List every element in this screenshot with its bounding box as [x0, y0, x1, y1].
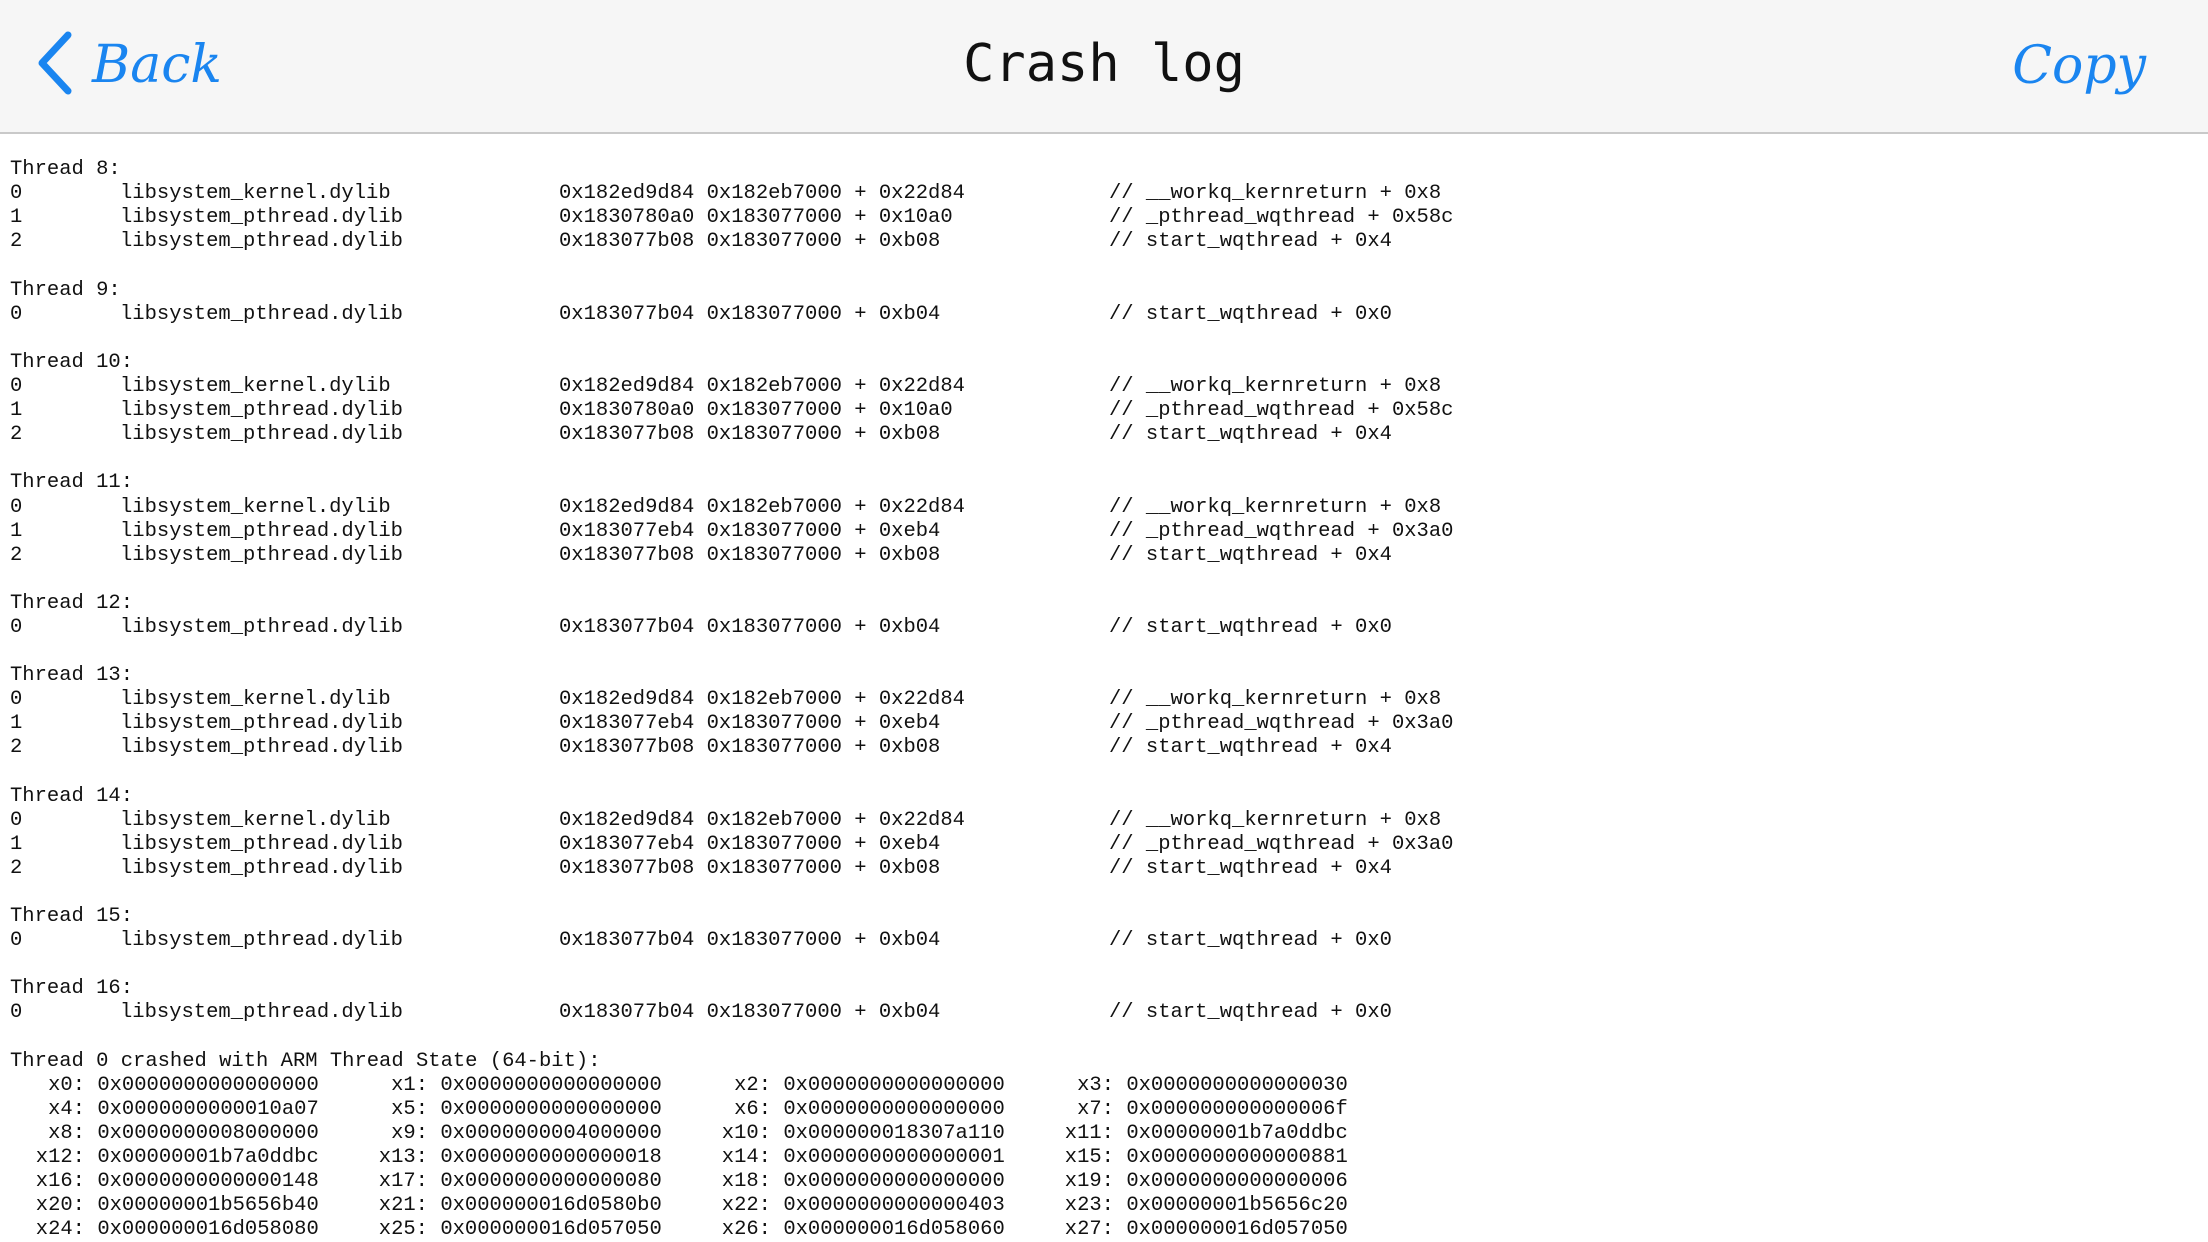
frame-library: libsystem_pthread.dylib [120, 615, 403, 639]
frame-library: libsystem_pthread.dylib [120, 206, 403, 230]
register-cell [706, 1146, 1049, 1170]
frame-symbol: // __workq_kernreturn + 0x8 [1109, 495, 1442, 519]
frame-index: 0 [10, 182, 23, 206]
register-name: x7: [1077, 1097, 1114, 1121]
frame-symbol: // start_wqthread + 0x4 [1109, 856, 1392, 880]
register-name: x8: [48, 1121, 85, 1145]
frame-symbol: // _pthread_wqthread + 0x3a0 [1109, 712, 1454, 736]
frame-symbol: // start_wqthread + 0x0 [1109, 302, 1392, 326]
frame-address: 0x183077b04 0x183077000 + 0xb04 [559, 929, 941, 953]
register-value: 0x0000000008000000 [97, 1121, 319, 1145]
register-cell [20, 1218, 363, 1242]
thread-header-text: Thread 16: [10, 977, 134, 1001]
crash-log-text [10, 110, 1453, 1242]
frame-library: libsystem_kernel.dylib [120, 182, 391, 206]
frame-index: 0 [10, 615, 23, 639]
frame-index: 1 [10, 712, 23, 736]
blank-line [10, 327, 1453, 351]
register-cell [706, 1170, 1049, 1194]
frame-library: libsystem_pthread.dylib [120, 1001, 403, 1025]
register-value: 0x0000000000000080 [440, 1170, 662, 1194]
register-cell [363, 1194, 706, 1218]
thread-header [10, 471, 1453, 495]
register-name: x0: [48, 1073, 85, 1097]
register-cell [706, 1218, 1049, 1242]
register-value: 0x0000000000000881 [1126, 1146, 1348, 1170]
register-cell [363, 1098, 706, 1122]
blank-line [10, 447, 1453, 471]
stack-frame-row [10, 809, 1453, 833]
thread-header [10, 1050, 1453, 1074]
frame-address: 0x183077b04 0x183077000 + 0xb04 [559, 1001, 941, 1025]
register-value: 0x000000016d057050 [1126, 1218, 1348, 1242]
register-name: x12: [35, 1146, 85, 1170]
register-name: x22: [721, 1194, 771, 1218]
stack-frame-row [10, 929, 1453, 953]
register-value: 0x0000000000000001 [783, 1146, 1005, 1170]
frame-address: 0x183077eb4 0x183077000 + 0xeb4 [559, 519, 941, 543]
frame-symbol: // __workq_kernreturn + 0x8 [1109, 688, 1442, 712]
register-name: x10: [721, 1121, 771, 1145]
stack-frame-row [10, 857, 1453, 881]
register-cell [1049, 1122, 1392, 1146]
frame-index: 0 [10, 929, 23, 953]
frame-address: 0x183077b08 0x183077000 + 0xb08 [559, 230, 941, 254]
register-cell [363, 1074, 706, 1098]
stack-frame-row [10, 423, 1453, 447]
frame-index: 0 [10, 1001, 23, 1025]
thread-header [10, 785, 1453, 809]
stack-frame-row [10, 375, 1453, 399]
thread-header-text: Thread 13: [10, 664, 134, 688]
frame-library: libsystem_kernel.dylib [120, 495, 391, 519]
frame-index: 0 [10, 688, 23, 712]
register-value: 0x0000000000000000 [783, 1073, 1005, 1097]
frame-symbol: // start_wqthread + 0x0 [1109, 929, 1392, 953]
register-value: 0x0000000000000000 [783, 1170, 1005, 1194]
register-name: x1: [391, 1073, 428, 1097]
register-value: 0x000000018307a110 [783, 1121, 1005, 1145]
register-row [10, 1194, 1453, 1218]
register-name: x15: [1064, 1146, 1114, 1170]
frame-index: 0 [10, 375, 23, 399]
register-value: 0x00000001b7a0ddbc [97, 1146, 319, 1170]
register-cell [706, 1098, 1049, 1122]
register-name: x16: [35, 1170, 85, 1194]
register-value: 0x00000001b5656c20 [1126, 1194, 1348, 1218]
stack-frame-row [10, 616, 1453, 640]
register-cell [20, 1194, 363, 1218]
stack-frame-row [10, 544, 1453, 568]
stack-frame-row [10, 496, 1453, 520]
frame-index: 0 [10, 495, 23, 519]
thread-header-text: Thread 15: [10, 905, 134, 929]
register-name: x4: [48, 1097, 85, 1121]
frame-index: 0 [10, 302, 23, 326]
stack-frame-row [10, 712, 1453, 736]
thread-header [10, 905, 1453, 929]
register-value: 0x0000000000000148 [97, 1170, 319, 1194]
register-value: 0x0000000000000006 [1126, 1170, 1348, 1194]
frame-address: 0x183077eb4 0x183077000 + 0xeb4 [559, 832, 941, 856]
frame-address: 0x183077eb4 0x183077000 + 0xeb4 [559, 712, 941, 736]
stack-frame-row [10, 182, 1453, 206]
register-name: x3: [1077, 1073, 1114, 1097]
register-name: x5: [391, 1097, 428, 1121]
register-name: x19: [1064, 1170, 1114, 1194]
frame-symbol: // start_wqthread + 0x4 [1109, 543, 1392, 567]
frame-address: 0x182ed9d84 0x182eb7000 + 0x22d84 [559, 375, 965, 399]
register-value: 0x0000000000010a07 [97, 1097, 319, 1121]
stack-frame-row [10, 688, 1453, 712]
frame-symbol: // start_wqthread + 0x4 [1109, 423, 1392, 447]
frame-index: 1 [10, 832, 23, 856]
thread-header-text: Thread 12: [10, 591, 134, 615]
blank-line [10, 568, 1453, 592]
frame-library: libsystem_pthread.dylib [120, 399, 403, 423]
register-cell [706, 1122, 1049, 1146]
navigation-bar [0, 0, 2208, 134]
register-cell [1049, 1218, 1392, 1242]
thread-header [10, 279, 1453, 303]
frame-symbol: // _pthread_wqthread + 0x3a0 [1109, 832, 1454, 856]
frame-address: 0x1830780a0 0x183077000 + 0x10a0 [559, 399, 953, 423]
register-value: 0x0000000000000000 [440, 1097, 662, 1121]
frame-library: libsystem_pthread.dylib [120, 423, 403, 447]
blank-line [10, 1026, 1453, 1050]
register-value: 0x0000000000000030 [1126, 1073, 1348, 1097]
blank-line [10, 953, 1453, 977]
frame-index: 2 [10, 856, 23, 880]
register-name: x20: [35, 1194, 85, 1218]
register-cell [20, 1074, 363, 1098]
frame-address: 0x183077b08 0x183077000 + 0xb08 [559, 543, 941, 567]
frame-library: libsystem_pthread.dylib [120, 230, 403, 254]
register-name: x11: [1064, 1121, 1114, 1145]
frame-symbol: // __workq_kernreturn + 0x8 [1109, 808, 1442, 832]
thread-header [10, 977, 1453, 1001]
frame-index: 1 [10, 206, 23, 230]
register-name: x26: [721, 1218, 771, 1242]
frame-index: 0 [10, 808, 23, 832]
register-value: 0x0000000000000018 [440, 1146, 662, 1170]
stack-frame-row [10, 399, 1453, 423]
stack-frame-row [10, 206, 1453, 230]
register-row [10, 1122, 1453, 1146]
frame-index: 2 [10, 423, 23, 447]
thread-header [10, 592, 1453, 616]
register-value: 0x000000016d058060 [783, 1218, 1005, 1242]
blank-line [10, 640, 1453, 664]
register-cell [363, 1170, 706, 1194]
thread-header-text: Thread 11: [10, 471, 134, 495]
register-cell [20, 1170, 363, 1194]
register-name: x14: [721, 1146, 771, 1170]
stack-frame-row [10, 230, 1453, 254]
register-row [10, 1218, 1453, 1242]
register-cell [20, 1122, 363, 1146]
register-row [10, 1098, 1453, 1122]
register-cell [706, 1194, 1049, 1218]
register-cell [363, 1146, 706, 1170]
frame-index: 2 [10, 736, 23, 760]
register-cell [1049, 1146, 1392, 1170]
frame-library: libsystem_pthread.dylib [120, 302, 403, 326]
thread-header-text: Thread 9: [10, 278, 121, 302]
frame-index: 2 [10, 230, 23, 254]
frame-address: 0x182ed9d84 0x182eb7000 + 0x22d84 [559, 808, 965, 832]
stack-frame-row [10, 833, 1453, 857]
frame-library: libsystem_pthread.dylib [120, 543, 403, 567]
frame-address: 0x1830780a0 0x183077000 + 0x10a0 [559, 206, 953, 230]
stack-frame-row [10, 1001, 1453, 1025]
frame-index: 1 [10, 399, 23, 423]
frame-symbol: // __workq_kernreturn + 0x8 [1109, 182, 1442, 206]
register-row [10, 1074, 1453, 1098]
blank-line [10, 761, 1453, 785]
register-value: 0x0000000000000000 [97, 1073, 319, 1097]
register-name: x17: [378, 1170, 428, 1194]
register-cell [363, 1122, 706, 1146]
stack-frame-row [10, 736, 1453, 760]
frame-address: 0x182ed9d84 0x182eb7000 + 0x22d84 [559, 688, 965, 712]
register-value: 0x00000001b5656b40 [97, 1194, 319, 1218]
frame-library: libsystem_kernel.dylib [120, 375, 391, 399]
frame-library: libsystem_kernel.dylib [120, 808, 391, 832]
frame-index: 2 [10, 543, 23, 567]
blank-line [10, 134, 1453, 158]
frame-library: libsystem_pthread.dylib [120, 519, 403, 543]
register-value: 0x000000016d057050 [440, 1218, 662, 1242]
register-value: 0x0000000004000000 [440, 1121, 662, 1145]
frame-library: libsystem_pthread.dylib [120, 832, 403, 856]
thread-header-text: Thread 0 crashed with ARM Thread State (64-bit): [10, 1049, 601, 1073]
register-cell [20, 1098, 363, 1122]
register-name: x13: [378, 1146, 428, 1170]
frame-symbol: // start_wqthread + 0x0 [1109, 1001, 1392, 1025]
frame-library: libsystem_pthread.dylib [120, 856, 403, 880]
register-cell [1049, 1074, 1392, 1098]
register-name: x23: [1064, 1194, 1114, 1218]
register-name: x9: [391, 1121, 428, 1145]
register-cell [1049, 1194, 1392, 1218]
frame-library: libsystem_pthread.dylib [120, 712, 403, 736]
register-name: x27: [1064, 1218, 1114, 1242]
register-row [10, 1146, 1453, 1170]
register-value: 0x0000000000000000 [440, 1073, 662, 1097]
register-cell [20, 1146, 363, 1170]
page-title: Crash log [963, 34, 1245, 94]
frame-library: libsystem_pthread.dylib [120, 736, 403, 760]
frame-address: 0x183077b08 0x183077000 + 0xb08 [559, 423, 941, 447]
frame-symbol: // _pthread_wqthread + 0x3a0 [1109, 519, 1454, 543]
frame-address: 0x182ed9d84 0x182eb7000 + 0x22d84 [559, 495, 965, 519]
frame-address: 0x183077b08 0x183077000 + 0xb08 [559, 736, 941, 760]
register-value: 0x00000001b7a0ddbc [1126, 1121, 1348, 1145]
frame-address: 0x183077b04 0x183077000 + 0xb04 [559, 615, 941, 639]
register-value: 0x000000000000006f [1126, 1097, 1348, 1121]
blank-line [10, 881, 1453, 905]
register-cell [706, 1074, 1049, 1098]
thread-header [10, 158, 1453, 182]
stack-frame-row [10, 520, 1453, 544]
register-cell [1049, 1170, 1392, 1194]
thread-header-text: Thread 10: [10, 350, 134, 374]
register-name: x21: [378, 1194, 428, 1218]
register-value: 0x000000016d0580b0 [440, 1194, 662, 1218]
stack-frame-row [10, 303, 1453, 327]
frame-address: 0x183077b08 0x183077000 + 0xb08 [559, 856, 941, 880]
frame-symbol: // _pthread_wqthread + 0x58c [1109, 399, 1454, 423]
register-value: 0x0000000000000403 [783, 1194, 1005, 1218]
frame-symbol: // start_wqthread + 0x4 [1109, 230, 1392, 254]
frame-address: 0x183077b04 0x183077000 + 0xb04 [559, 302, 941, 326]
register-name: x6: [734, 1097, 771, 1121]
frame-symbol: // __workq_kernreturn + 0x8 [1109, 375, 1442, 399]
frame-library: libsystem_kernel.dylib [120, 688, 391, 712]
register-cell [1049, 1098, 1392, 1122]
frame-address: 0x182ed9d84 0x182eb7000 + 0x22d84 [559, 182, 965, 206]
register-name: x24: [35, 1218, 85, 1242]
crash-log-view[interactable] [0, 134, 2208, 1242]
thread-header-text: Thread 8: [10, 158, 121, 182]
register-name: x2: [734, 1073, 771, 1097]
register-value: 0x000000016d058080 [97, 1218, 319, 1242]
thread-header [10, 351, 1453, 375]
frame-symbol: // _pthread_wqthread + 0x58c [1109, 206, 1454, 230]
register-value: 0x0000000000000000 [783, 1097, 1005, 1121]
frame-symbol: // start_wqthread + 0x0 [1109, 615, 1392, 639]
frame-index: 1 [10, 519, 23, 543]
copy-button[interactable]: Copy [2012, 36, 2146, 96]
register-cell [363, 1218, 706, 1242]
register-name: x18: [721, 1170, 771, 1194]
frame-library: libsystem_pthread.dylib [120, 929, 403, 953]
register-name: x25: [378, 1218, 428, 1242]
back-label: Back [92, 35, 222, 95]
thread-header-text: Thread 14: [10, 784, 134, 808]
frame-symbol: // start_wqthread + 0x4 [1109, 736, 1392, 760]
thread-header [10, 664, 1453, 688]
register-row [10, 1170, 1453, 1194]
blank-line [10, 255, 1453, 279]
